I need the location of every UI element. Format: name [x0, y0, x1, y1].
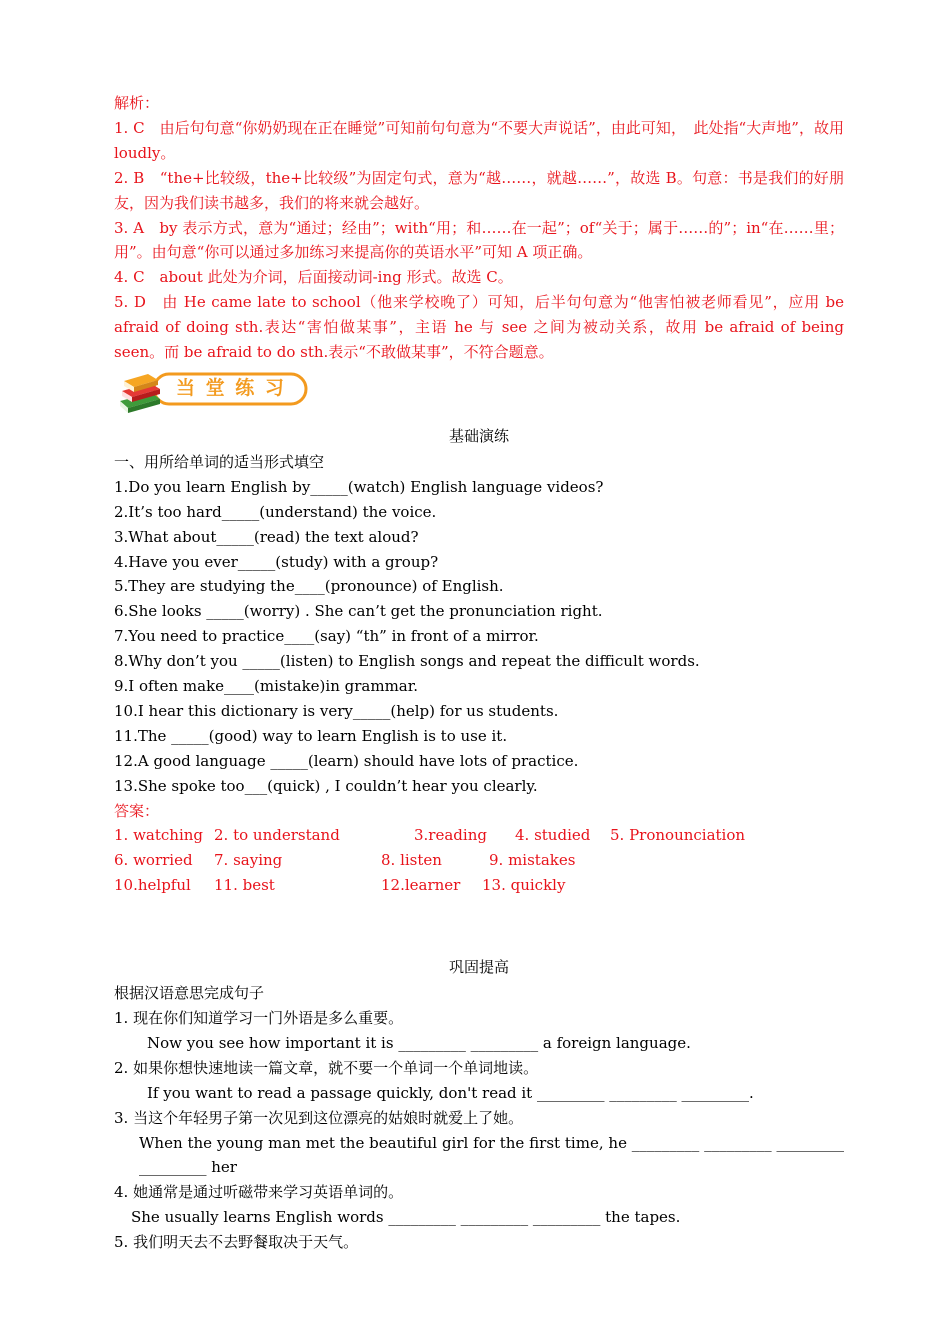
- answer-item: 7. saying: [214, 851, 283, 870]
- answer-item: 9. mistakes: [489, 851, 576, 870]
- practice-badge: [114, 367, 314, 417]
- question-13: 13.She spoke too___(quick) , I couldn’t hear you clearly.: [114, 776, 538, 795]
- basic-instruction: 一、用所给单词的适当形式填空: [114, 452, 325, 471]
- translation-en-2: If you want to read a passage quickly, don't read it _________ _________ _________.: [147, 1083, 754, 1102]
- answer-item: 3.reading: [414, 826, 487, 845]
- translation-en-3: When the young man met the beautiful girl for the first time, he _________ _________ _________ _________ her: [139, 1133, 844, 1177]
- answer-item: 11. best: [214, 876, 275, 895]
- translation-cn-1: 1. 现在你们知道学习一门外语是多么重要。: [114, 1009, 404, 1027]
- question-10: 10.I hear this dictionary is very_____(help) for us students.: [114, 701, 559, 720]
- advanced-section-title: 巩固提高: [448, 958, 509, 977]
- answer-label: 答案：: [114, 801, 160, 820]
- question-11: 11.The _____(good) way to learn English is to use it.: [114, 726, 508, 745]
- answer-row-3: [114, 873, 844, 898]
- basic-section-title: 基础演练: [448, 426, 509, 445]
- translation-cn-5: 5. 我们明天去不去野餐取决于天气。: [114, 1233, 359, 1252]
- question-6: 6.She looks _____(worry) . She can’t get the pronunciation right.: [114, 602, 603, 621]
- question-5: 5.They are studying the____(pronounce) of English.: [114, 577, 504, 596]
- question-2: 2.It’s too hard_____(understand) the voice.: [114, 502, 437, 521]
- answer-item: 1. watching: [114, 826, 204, 845]
- analysis-item-5: 5. D 由 He came late to school（他来学校晚了）可知，后半句句意为“他害怕被老师看见”，应用 be afraid of doing sth.表达“害怕做某事”，主语 he 与 see 之间为被动关系，故用 be afraid of being seen。而 be afraid to do sth.表示“不敢做某事”，不符合题意。: [114, 293, 844, 362]
- answer-item: 4. studied: [515, 826, 591, 845]
- translation-en-4: She usually learns English words _________ _________ _________ the tapes.: [131, 1208, 681, 1227]
- analysis-heading: 解析：: [114, 94, 160, 112]
- answer-item: 12.learner: [381, 876, 461, 895]
- answer-item: 6. worried: [114, 851, 193, 870]
- translation-cn-2: 2. 如果你想快速地读一篇文章，就不要一个单词一个单词地读。: [114, 1058, 539, 1077]
- answer-row-1: [114, 823, 844, 848]
- translation-cn-4: 4. 她通常是通过听磁带来学习英语单词的。: [114, 1183, 404, 1202]
- analysis-item-4: 4. C about 此处为介词，后面接动词-ing 形式。故选 C。: [114, 268, 513, 287]
- question-7: 7.You need to practice____(say) “th” in front of a mirror.: [114, 627, 539, 646]
- answer-item: 8. listen: [381, 851, 442, 870]
- document-content: [114, 91, 844, 1255]
- answer-item: 2. to understand: [214, 826, 340, 845]
- question-12: 12.A good language _____(learn) should have lots of practice.: [114, 751, 579, 770]
- question-1: 1.Do you learn English by_____(watch) English language videos?: [114, 477, 604, 496]
- question-4: 4.Have you ever_____(study) with a group?: [114, 552, 439, 571]
- question-8: 8.Why don’t you _____(listen) to English songs and repeat the difficult words.: [114, 652, 700, 671]
- answer-item: 13. quickly: [482, 876, 566, 895]
- translation-cn-3: 3. 当这个年轻男子第一次见到这位漂亮的姑娘时就爱上了她。: [114, 1108, 524, 1127]
- translation-en-1: Now you see how important it is _________ _________ a foreign language.: [147, 1033, 691, 1052]
- analysis-item-1: 1. C 由后句句意“你奶奶现在正在睡觉”可知前句句意为“不要大声说话”，由此可知， 此处指“大声地”，故用 loudly。: [114, 118, 844, 162]
- answer-row-2: [114, 848, 844, 873]
- analysis-item-2: 2. B “the+比较级，the+比较级”为固定句式，意为“越……，就越……”，故选 B。句意：书是我们的好朋友，因为我们读书越多，我们的将来就会越好。: [114, 168, 844, 212]
- question-9: 9.I often make____(mistake)in grammar.: [114, 677, 419, 696]
- answer-item: 5. Pronounciation: [610, 826, 746, 845]
- question-3: 3.What about_____(read) the text aloud?: [114, 527, 419, 546]
- badge-title: 当 堂 练 习: [176, 376, 286, 399]
- advanced-instruction: 根据汉语意思完成句子: [114, 984, 265, 1003]
- analysis-item-3: 3. A by 表示方式，意为“通过；经由”；with“用；和……在一起”；of“关于；属于……的”；in“在……里；用”。由句意“你可以通过多加练习来提高你的英语水平”可知 A 项正确。: [114, 218, 844, 262]
- answer-item: 10.helpful: [114, 876, 191, 895]
